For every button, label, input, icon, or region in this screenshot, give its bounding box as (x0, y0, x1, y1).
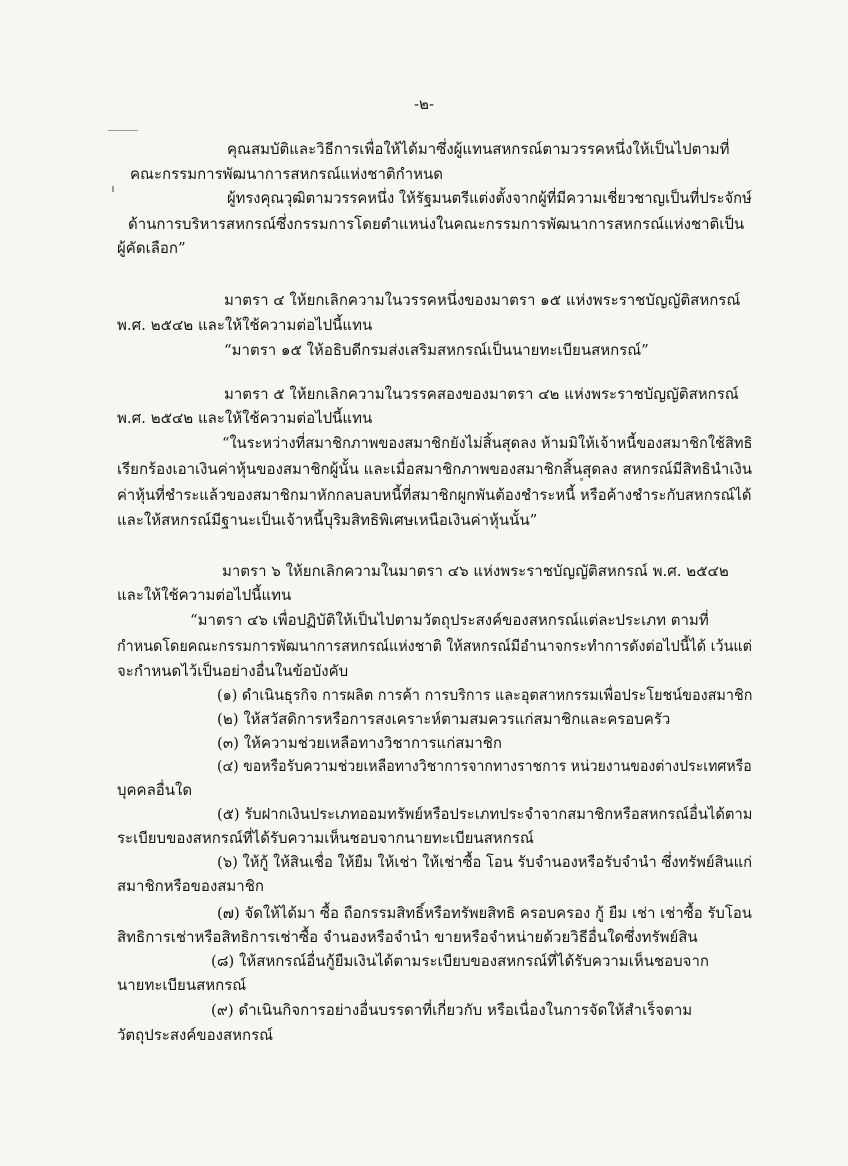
paragraph-line: คุณสมบัติและวิธีการเพื่อให้ได้มาซึ่งผู้แทนสหกรณ์ตามวรรคหนึ่งให้เป็นไปตามที่ (227, 140, 730, 158)
list-item: (๑) ดำเนินธุรกิจ การผลิต การค้า การบริการ และอุตสาหกรรมเพื่อประโยชน์ของสมาชิก (217, 686, 753, 704)
paragraph-line: ผู้ทรงคุณวุฒิตามวรรคหนึ่ง ให้รัฐมนตรีแต่งตั้งจากผู้ที่มีความเชี่ยวชาญเป็นที่ประจักษ์ (227, 189, 752, 207)
paragraph-line: เรียกร้องเอาเงินค่าหุ้นของสมาชิกผู้นั้น และเมื่อสมาชิกภาพของสมาชิกสิ้นสุดลง สหกรณ์มีสิทธินำเงิน (117, 460, 753, 478)
list-item: (๖) ให้กู้ ให้สินเชื่อ ให้ยืม ให้เช่า ให้เช่าซื้อ โอน รับจำนองหรือรับจำนำ ซึ่งทรัพย์สินแก่ (217, 853, 752, 871)
list-item-continuation: นายทะเบียนสหกรณ์ (117, 976, 247, 994)
list-item-continuation: วัตถุประสงค์ของสหกรณ์ (117, 1026, 274, 1044)
paragraph-line: และให้สหกรณ์มีฐานะเป็นเจ้าหนี้บุริมสิทธิพิเศษเหนือเงินค่าหุ้นนั้น” (117, 511, 538, 529)
section-heading-line: มาตรา ๔ ให้ยกเลิกความในวรรคหนึ่งของมาตรา ๑๕ แห่งพระราชบัญญัติสหกรณ์ (224, 291, 741, 309)
list-item-continuation: สิทธิการเช่าหรือสิทธิการเช่าซื้อ จำนองหรือจำนำ ขายหรือจำหน่ายด้วยวิธีอื่นใดซึ่งทรัพย์สิน (117, 928, 698, 946)
page-number: -๒- (413, 95, 435, 113)
section-heading-line: มาตรา ๕ ให้ยกเลิกความในวรรคสองของมาตรา ๔๒ แห่งพระราชบัญญัติสหกรณ์ (224, 385, 739, 403)
paragraph-line: พ.ศ. ๒๕๔๒ และให้ใช้ความต่อไปนี้แทน (117, 316, 373, 334)
paragraph-line: คณะกรรมการพัฒนาการสหกรณ์แห่งชาติกำหนด (130, 165, 444, 183)
scan-speck (108, 130, 138, 131)
paragraph-line: จะกำหนดไว้เป็นอย่างอื่นในข้อบังคับ (117, 662, 349, 680)
list-item: (๙) ดำเนินกิจการอย่างอื่นบรรดาที่เกี่ยวกับ หรือเนื่องในการจัดให้สำเร็จตาม (211, 1001, 693, 1019)
paragraph-line: ด้านการบริหารสหกรณ์ซึ่งกรรมการโดยตำแหน่งในคณะกรรมการพัฒนาการสหกรณ์แห่งชาติเป็น (128, 215, 745, 233)
section-heading-line: มาตรา ๖ ให้ยกเลิกความในมาตรา ๔๖ แห่งพระราชบัญญัติสหกรณ์ พ.ศ. ๒๕๔๒ (222, 562, 729, 580)
paragraph-line: ค่าหุ้นที่ชำระแล้วของสมาชิกมาหักกลบลบหนี้ที่สมาชิกผูกพันต้องชำระหนี้ หรือค้างชำระกับสหกรณ์ได้ (117, 486, 752, 504)
list-item-continuation: สมาชิกหรือของสมาชิก (117, 877, 264, 895)
list-item: (๔) ขอหรือรับความช่วยเหลือทางวิชาการจากทางราชการ หน่วยงานของต่างประเทศหรือ (217, 757, 752, 775)
paragraph-line: กำหนดโดยคณะกรรมการพัฒนาการสหกรณ์แห่งชาติ ให้สหกรณ์มีอำนาจกระทำการดังต่อไปนี้ได้ เว้นแต่ (117, 637, 752, 655)
scan-speck (112, 186, 114, 192)
list-item: (๒) ให้สวัสดิการหรือการสงเคราะห์ตามสมควรแก่สมาชิกและครอบครัว (217, 710, 671, 728)
paragraph-line: ผู้คัดเลือก” (117, 239, 186, 257)
list-item: (๓) ให้ความช่วยเหลือทางวิชาการแก่สมาชิก (217, 734, 503, 752)
paragraph-line: พ.ศ. ๒๕๔๒ และให้ใช้ความต่อไปนี้แทน (117, 409, 373, 427)
list-item-continuation: บุคคลอื่นใด (117, 781, 193, 799)
list-item: (๗) จัดให้ได้มา ซื้อ ถือกรรมสิทธิ์หรือทรัพยสิทธิ ครอบครอง กู้ ยืม เช่า เช่าซื้อ รับโอน (217, 904, 752, 922)
list-item: (๕) รับฝากเงินประเภทออมทรัพย์หรือประเภทประจำจากสมาชิกหรือสหกรณ์อื่นได้ตาม (217, 805, 753, 823)
list-item-continuation: ระเบียบของสหกรณ์ที่ได้รับความเห็นชอบจากนายทะเบียนสหกรณ์ (117, 829, 534, 847)
quoted-section-line: “มาตรา ๔๖ เพื่อปฏิบัติให้เป็นไปตามวัตถุประสงค์ของสหกรณ์แต่ละประเภท ตามที่ (190, 611, 709, 629)
quoted-section-line: “มาตรา ๑๕ ให้อธิบดีกรมส่งเสริมสหกรณ์เป็นนายทะเบียนสหกรณ์” (224, 341, 649, 359)
quoted-paragraph-line: “ในระหว่างที่สมาชิกภาพของสมาชิกยังไม่สิ้นสุดลง ห้ามมิให้เจ้าหนี้ของสมาชิกใช้สิทธิ (222, 434, 753, 452)
list-item: (๘) ให้สหกรณ์อื่นกู้ยืมเงินได้ตามระเบียบของสหกรณ์ที่ได้รับความเห็นชอบจาก (211, 952, 709, 970)
paragraph-line: และให้ใช้ความต่อไปนี้แทน (117, 586, 292, 604)
